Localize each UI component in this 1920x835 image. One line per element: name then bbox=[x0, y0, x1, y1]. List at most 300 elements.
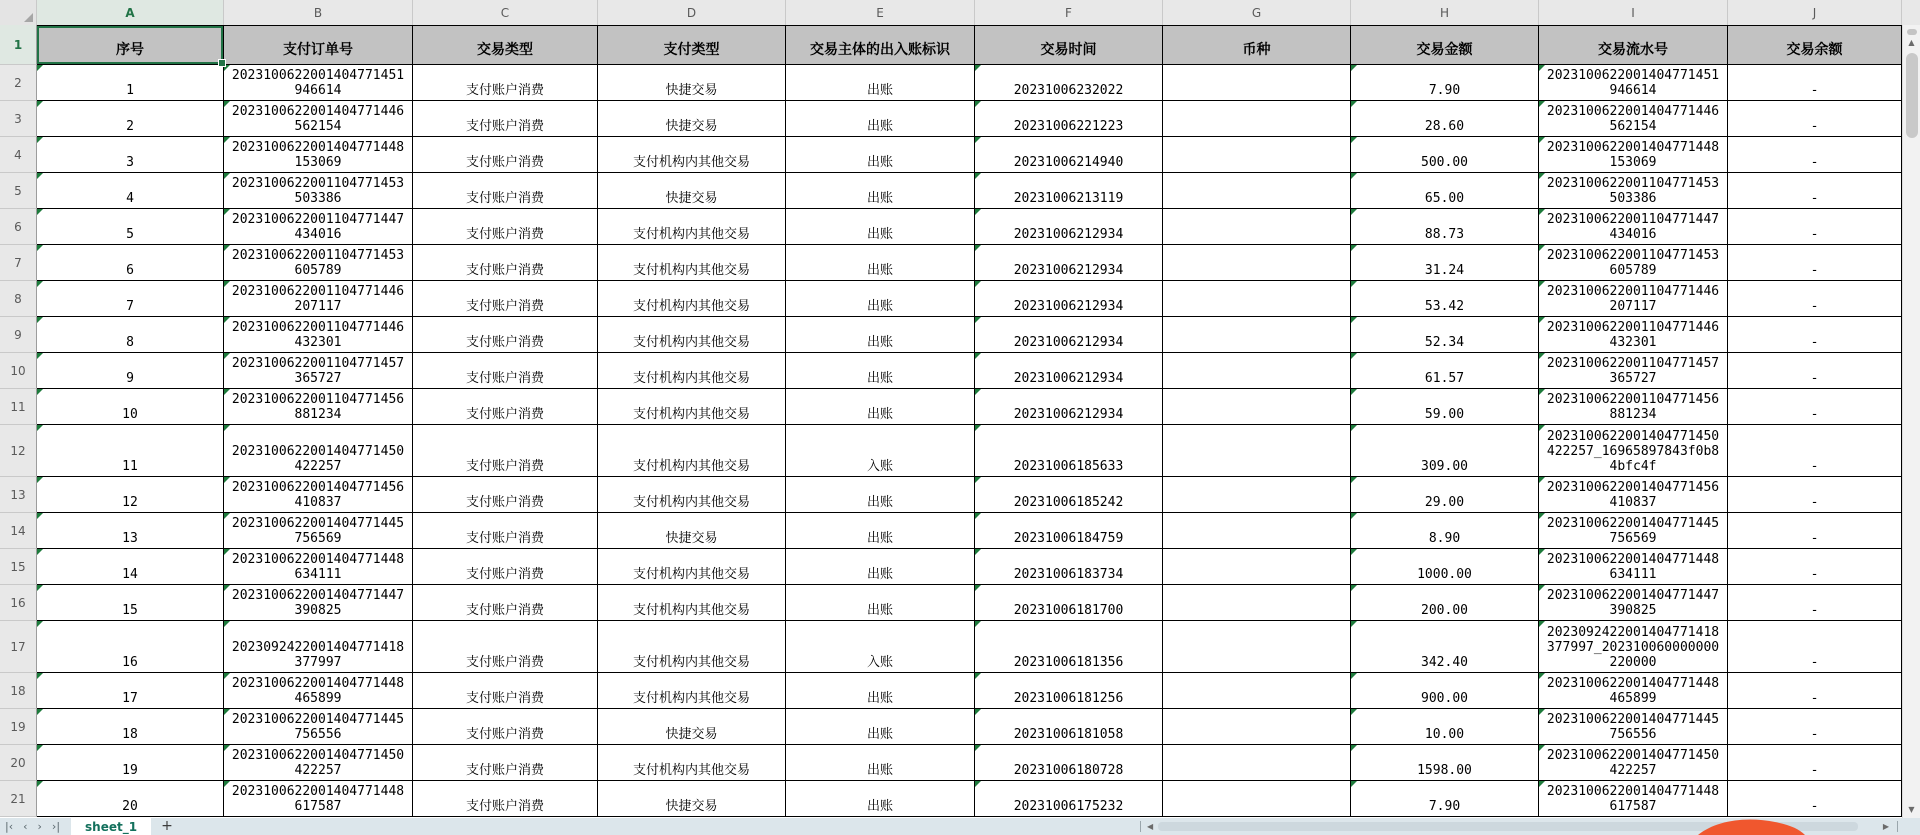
cell-balance[interactable] bbox=[1728, 281, 1902, 317]
row-number-20[interactable]: 20 bbox=[0, 745, 37, 781]
cell-serial-number[interactable] bbox=[1539, 137, 1728, 173]
cell-payment-type[interactable] bbox=[598, 245, 786, 281]
table-row bbox=[0, 173, 1902, 209]
cell-text: 出账 bbox=[866, 799, 893, 814]
cell-seq[interactable] bbox=[37, 209, 224, 245]
cell-seq[interactable] bbox=[37, 173, 224, 209]
cell-transaction-type[interactable] bbox=[413, 621, 598, 673]
cell-transaction-type[interactable] bbox=[413, 173, 598, 209]
cell-amount[interactable] bbox=[1351, 101, 1539, 137]
cell-direction[interactable] bbox=[786, 101, 975, 137]
stored-as-text-marker-icon bbox=[1351, 65, 1357, 71]
prev-sheet-icon[interactable]: ‹ bbox=[23, 820, 28, 833]
cell-serial-number[interactable] bbox=[1539, 477, 1728, 513]
cell-serial-number[interactable] bbox=[1539, 65, 1728, 101]
cell-payment-type[interactable] bbox=[598, 137, 786, 173]
cell-amount[interactable] bbox=[1351, 245, 1539, 281]
cell-seq[interactable] bbox=[37, 425, 224, 477]
cell-balance[interactable] bbox=[1728, 101, 1902, 137]
cell-serial-number[interactable] bbox=[1539, 101, 1728, 137]
cell-transaction-type[interactable] bbox=[413, 477, 598, 513]
cell-balance[interactable] bbox=[1728, 173, 1902, 209]
cell-seq[interactable] bbox=[37, 745, 224, 781]
cell-balance[interactable] bbox=[1728, 513, 1902, 549]
stored-as-text-marker-icon bbox=[975, 137, 981, 143]
cell-transaction-type[interactable] bbox=[413, 781, 598, 817]
column-letter-D[interactable]: D bbox=[598, 0, 786, 25]
cell-order-number[interactable] bbox=[224, 709, 413, 745]
wps-logo-swoosh[interactable] bbox=[1695, 816, 1807, 835]
row-number-15[interactable]: 15 bbox=[0, 549, 37, 585]
cell-text: 61.57 bbox=[1424, 371, 1465, 386]
header-cell-J[interactable] bbox=[1728, 25, 1902, 65]
cell-balance[interactable] bbox=[1728, 65, 1902, 101]
cell-currency[interactable] bbox=[1163, 245, 1351, 281]
cell-direction[interactable] bbox=[786, 621, 975, 673]
column-letter-I[interactable]: I bbox=[1539, 0, 1728, 25]
stored-as-text-marker-icon bbox=[37, 745, 43, 751]
cell-order-number[interactable] bbox=[224, 65, 413, 101]
cell-serial-number[interactable] bbox=[1539, 709, 1728, 745]
cell-transaction-type[interactable] bbox=[413, 425, 598, 477]
cell-order-number[interactable] bbox=[224, 389, 413, 425]
cell-amount[interactable] bbox=[1351, 781, 1539, 817]
cell-time[interactable] bbox=[975, 209, 1163, 245]
cell-serial-number[interactable] bbox=[1539, 745, 1728, 781]
header-cell-D[interactable] bbox=[598, 25, 786, 65]
cell-direction[interactable] bbox=[786, 477, 975, 513]
cell-payment-type[interactable] bbox=[598, 209, 786, 245]
row-number-16[interactable]: 16 bbox=[0, 585, 37, 621]
cell-serial-number[interactable] bbox=[1539, 317, 1728, 353]
cell-serial-number[interactable] bbox=[1539, 209, 1728, 245]
row-number-8[interactable]: 8 bbox=[0, 281, 37, 317]
cell-text: - bbox=[1810, 191, 1819, 206]
stored-as-text-marker-icon bbox=[1539, 209, 1545, 215]
last-sheet-icon[interactable]: ›| bbox=[51, 820, 61, 833]
cell-order-number[interactable] bbox=[224, 549, 413, 585]
cell-currency[interactable] bbox=[1163, 353, 1351, 389]
cell-direction[interactable] bbox=[786, 317, 975, 353]
cell-balance[interactable] bbox=[1728, 317, 1902, 353]
cell-balance[interactable] bbox=[1728, 389, 1902, 425]
row-number-14[interactable]: 14 bbox=[0, 513, 37, 549]
cell-currency[interactable] bbox=[1163, 209, 1351, 245]
cell-text: 7.90 bbox=[1428, 799, 1461, 814]
cell-currency[interactable] bbox=[1163, 137, 1351, 173]
scroll-up-icon[interactable]: ▲ bbox=[1908, 38, 1915, 47]
cell-direction[interactable] bbox=[786, 353, 975, 389]
cell-payment-type[interactable] bbox=[598, 353, 786, 389]
column-letter-J[interactable]: J bbox=[1728, 0, 1902, 25]
cell-amount[interactable] bbox=[1351, 317, 1539, 353]
cell-currency[interactable] bbox=[1163, 65, 1351, 101]
cell-amount[interactable] bbox=[1351, 745, 1539, 781]
row-number-3[interactable]: 3 bbox=[0, 101, 37, 137]
stored-as-text-marker-icon bbox=[1539, 781, 1545, 787]
row-number-21[interactable]: 21 bbox=[0, 781, 37, 817]
scroll-down-icon[interactable]: ▼ bbox=[1908, 805, 1915, 814]
cell-transaction-type[interactable] bbox=[413, 101, 598, 137]
cell-direction[interactable] bbox=[786, 745, 975, 781]
scroll-left-icon[interactable]: ◀ bbox=[1147, 822, 1154, 831]
cell-time[interactable] bbox=[975, 101, 1163, 137]
cell-payment-type[interactable] bbox=[598, 549, 786, 585]
cell-text-line: 2023100622001404771447 bbox=[231, 588, 405, 603]
cell-payment-type[interactable] bbox=[598, 709, 786, 745]
cell-order-number[interactable] bbox=[224, 173, 413, 209]
cell-text-line: 153069 bbox=[1609, 155, 1657, 170]
header-cell-G[interactable] bbox=[1163, 25, 1351, 65]
cell-time[interactable] bbox=[975, 621, 1163, 673]
header-cell-F[interactable] bbox=[975, 25, 1163, 65]
cell-balance[interactable] bbox=[1728, 585, 1902, 621]
cell-payment-type[interactable] bbox=[598, 173, 786, 209]
cell-time[interactable] bbox=[975, 425, 1163, 477]
cell-time[interactable] bbox=[975, 673, 1163, 709]
cell-direction[interactable] bbox=[786, 781, 975, 817]
vertical-scrollbar-thumb[interactable] bbox=[1906, 53, 1918, 138]
cell-transaction-type[interactable] bbox=[413, 353, 598, 389]
column-letter-A[interactable]: A bbox=[37, 0, 224, 25]
cell-order-number[interactable] bbox=[224, 353, 413, 389]
cell-seq[interactable] bbox=[37, 621, 224, 673]
cell-balance[interactable] bbox=[1728, 745, 1902, 781]
column-letter-F[interactable]: F bbox=[975, 0, 1163, 25]
cell-balance[interactable] bbox=[1728, 549, 1902, 585]
next-sheet-icon[interactable]: › bbox=[37, 820, 42, 833]
cell-transaction-type[interactable] bbox=[413, 281, 598, 317]
add-sheet-button[interactable]: + bbox=[161, 818, 173, 834]
cell-order-number[interactable] bbox=[224, 585, 413, 621]
cell-amount[interactable] bbox=[1351, 425, 1539, 477]
cell-order-number[interactable] bbox=[224, 781, 413, 817]
cell-payment-type[interactable] bbox=[598, 673, 786, 709]
cell-text-line: 2023100622001404771451 bbox=[1546, 68, 1720, 83]
cell-text: - bbox=[1810, 119, 1819, 134]
cell-amount[interactable] bbox=[1351, 513, 1539, 549]
cell-direction[interactable] bbox=[786, 585, 975, 621]
cell-seq[interactable] bbox=[37, 709, 224, 745]
fill-handle[interactable] bbox=[218, 59, 226, 67]
cell-payment-type[interactable] bbox=[598, 389, 786, 425]
cell-seq[interactable] bbox=[37, 389, 224, 425]
column-letter-E[interactable]: E bbox=[786, 0, 975, 25]
cell-transaction-type[interactable] bbox=[413, 137, 598, 173]
cell-text: 出账 bbox=[866, 191, 893, 206]
cell-serial-number[interactable] bbox=[1539, 245, 1728, 281]
stored-as-text-marker-icon bbox=[1539, 549, 1545, 555]
cell-serial-number[interactable] bbox=[1539, 281, 1728, 317]
cell-currency[interactable] bbox=[1163, 513, 1351, 549]
cell-payment-type[interactable] bbox=[598, 65, 786, 101]
row-number-10[interactable]: 10 bbox=[0, 353, 37, 389]
vertical-scrollbar[interactable] bbox=[1902, 25, 1920, 818]
cell-currency[interactable] bbox=[1163, 281, 1351, 317]
cell-amount[interactable] bbox=[1351, 281, 1539, 317]
column-letter-H[interactable]: H bbox=[1351, 0, 1539, 25]
cell-balance[interactable] bbox=[1728, 621, 1902, 673]
stored-as-text-marker-icon bbox=[1351, 101, 1357, 107]
cell-text-line: 2023100622001404771448 bbox=[231, 784, 405, 799]
cell-time[interactable] bbox=[975, 317, 1163, 353]
cell-transaction-type[interactable] bbox=[413, 209, 598, 245]
header-cell-A[interactable] bbox=[37, 25, 224, 65]
cell-seq[interactable] bbox=[37, 549, 224, 585]
header-cell-H[interactable] bbox=[1351, 25, 1539, 65]
cell-currency[interactable] bbox=[1163, 781, 1351, 817]
cell-payment-type[interactable] bbox=[598, 781, 786, 817]
cell-balance[interactable] bbox=[1728, 137, 1902, 173]
cell-payment-type[interactable] bbox=[598, 425, 786, 477]
cell-serial-number[interactable] bbox=[1539, 549, 1728, 585]
cell-time[interactable] bbox=[975, 513, 1163, 549]
cell-seq[interactable] bbox=[37, 317, 224, 353]
cell-serial-number[interactable] bbox=[1539, 513, 1728, 549]
cell-order-number[interactable] bbox=[224, 209, 413, 245]
cell-balance[interactable] bbox=[1728, 709, 1902, 745]
cell-time[interactable] bbox=[975, 65, 1163, 101]
cell-balance[interactable] bbox=[1728, 425, 1902, 477]
cell-direction[interactable] bbox=[786, 389, 975, 425]
stored-as-text-marker-icon bbox=[1539, 621, 1545, 627]
cell-text: 支付机构内其他交易 bbox=[632, 655, 750, 670]
header-cell-E[interactable] bbox=[786, 25, 975, 65]
cell-amount[interactable] bbox=[1351, 549, 1539, 585]
cell-transaction-type[interactable] bbox=[413, 549, 598, 585]
cell-seq[interactable] bbox=[37, 673, 224, 709]
cell-amount[interactable] bbox=[1351, 173, 1539, 209]
cell-currency[interactable] bbox=[1163, 425, 1351, 477]
grid-body bbox=[0, 25, 1902, 818]
row-number-1[interactable]: 1 bbox=[0, 25, 37, 65]
cell-serial-number[interactable] bbox=[1539, 781, 1728, 817]
cell-serial-number[interactable] bbox=[1539, 353, 1728, 389]
cell-time[interactable] bbox=[975, 281, 1163, 317]
column-letter-B[interactable]: B bbox=[224, 0, 413, 25]
cell-currency[interactable] bbox=[1163, 173, 1351, 209]
header-cell-C[interactable] bbox=[413, 25, 598, 65]
cell-text: 20231006175232 bbox=[1013, 799, 1124, 814]
cell-seq[interactable] bbox=[37, 101, 224, 137]
cell-balance[interactable] bbox=[1728, 781, 1902, 817]
cell-serial-number[interactable] bbox=[1539, 173, 1728, 209]
cell-currency[interactable] bbox=[1163, 317, 1351, 353]
row-number-18[interactable]: 18 bbox=[0, 673, 37, 709]
cell-amount[interactable] bbox=[1351, 65, 1539, 101]
cell-serial-number[interactable] bbox=[1539, 425, 1728, 477]
cell-balance[interactable] bbox=[1728, 673, 1902, 709]
cell-transaction-type[interactable] bbox=[413, 585, 598, 621]
cell-seq[interactable] bbox=[37, 245, 224, 281]
cell-direction[interactable] bbox=[786, 513, 975, 549]
cell-seq[interactable] bbox=[37, 137, 224, 173]
cell-order-number[interactable] bbox=[224, 745, 413, 781]
cell-text-line: 503386 bbox=[1609, 191, 1657, 206]
cell-transaction-type[interactable] bbox=[413, 709, 598, 745]
cell-balance[interactable] bbox=[1728, 245, 1902, 281]
cell-transaction-type[interactable] bbox=[413, 513, 598, 549]
column-letter-G[interactable]: G bbox=[1163, 0, 1351, 25]
cell-direction[interactable] bbox=[786, 549, 975, 585]
row-number-9[interactable]: 9 bbox=[0, 317, 37, 353]
row-number-4[interactable]: 4 bbox=[0, 137, 37, 173]
stored-as-text-marker-icon bbox=[975, 65, 981, 71]
cell-time[interactable] bbox=[975, 585, 1163, 621]
cell-order-number[interactable] bbox=[224, 317, 413, 353]
cell-seq[interactable] bbox=[37, 353, 224, 389]
stored-as-text-marker-icon bbox=[224, 781, 230, 787]
header-cell-I[interactable] bbox=[1539, 25, 1728, 65]
cell-currency[interactable] bbox=[1163, 477, 1351, 513]
row-number-11[interactable]: 11 bbox=[0, 389, 37, 425]
cell-seq[interactable] bbox=[37, 585, 224, 621]
cell-time[interactable] bbox=[975, 709, 1163, 745]
cell-payment-type[interactable] bbox=[598, 745, 786, 781]
cell-direction[interactable] bbox=[786, 65, 975, 101]
cell-time[interactable] bbox=[975, 389, 1163, 425]
header-cell-B[interactable] bbox=[224, 25, 413, 65]
cell-order-number[interactable] bbox=[224, 137, 413, 173]
cell-time[interactable] bbox=[975, 549, 1163, 585]
cell-direction[interactable] bbox=[786, 209, 975, 245]
cell-seq[interactable] bbox=[37, 65, 224, 101]
cell-payment-type[interactable] bbox=[598, 477, 786, 513]
column-letter-C[interactable]: C bbox=[413, 0, 598, 25]
cell-text: 342.40 bbox=[1421, 655, 1468, 670]
cell-direction[interactable] bbox=[786, 281, 975, 317]
cell-order-number[interactable] bbox=[224, 477, 413, 513]
cell-currency[interactable] bbox=[1163, 389, 1351, 425]
row-number-7[interactable]: 7 bbox=[0, 245, 37, 281]
cell-time[interactable] bbox=[975, 745, 1163, 781]
cell-order-number[interactable] bbox=[224, 673, 413, 709]
cell-text-line: 2023100622001404771448 bbox=[1546, 784, 1720, 799]
cell-text: 出账 bbox=[866, 603, 893, 618]
cell-currency[interactable] bbox=[1163, 585, 1351, 621]
cell-currency[interactable] bbox=[1163, 101, 1351, 137]
cell-direction[interactable] bbox=[786, 425, 975, 477]
row-number-2[interactable]: 2 bbox=[0, 65, 37, 101]
stored-as-text-marker-icon bbox=[975, 389, 981, 395]
cell-payment-type[interactable] bbox=[598, 585, 786, 621]
cell-time[interactable] bbox=[975, 245, 1163, 281]
row-number-17[interactable]: 17 bbox=[0, 621, 37, 673]
header-label: 支付类型 bbox=[663, 42, 720, 58]
cell-text: 8.90 bbox=[1428, 531, 1461, 546]
stored-as-text-marker-icon bbox=[37, 477, 43, 483]
split-handle[interactable] bbox=[1907, 29, 1917, 35]
cell-transaction-type[interactable] bbox=[413, 65, 598, 101]
cell-text: - bbox=[1810, 459, 1819, 474]
cell-direction[interactable] bbox=[786, 137, 975, 173]
cell-payment-type[interactable] bbox=[598, 317, 786, 353]
cell-order-number[interactable] bbox=[224, 281, 413, 317]
cell-text-line: 365727 bbox=[1609, 371, 1657, 386]
cell-text-line: 2023100622001104771446 bbox=[1546, 284, 1720, 299]
cell-transaction-type[interactable] bbox=[413, 245, 598, 281]
cell-time[interactable] bbox=[975, 173, 1163, 209]
scroll-right-icon[interactable]: ▶ bbox=[1882, 822, 1889, 831]
cell-amount[interactable] bbox=[1351, 673, 1539, 709]
cell-text: 支付账户消费 bbox=[465, 119, 544, 134]
cell-balance[interactable] bbox=[1728, 353, 1902, 389]
cell-text-line: 617587 bbox=[294, 799, 342, 814]
cell-order-number[interactable] bbox=[224, 101, 413, 137]
cell-amount[interactable] bbox=[1351, 389, 1539, 425]
cell-amount[interactable] bbox=[1351, 477, 1539, 513]
cell-transaction-type[interactable] bbox=[413, 745, 598, 781]
cell-currency[interactable] bbox=[1163, 673, 1351, 709]
cell-amount[interactable] bbox=[1351, 209, 1539, 245]
cell-direction[interactable] bbox=[786, 245, 975, 281]
first-sheet-icon[interactable]: |‹ bbox=[5, 820, 14, 833]
cell-payment-type[interactable] bbox=[598, 101, 786, 137]
cell-amount[interactable] bbox=[1351, 621, 1539, 673]
row-number-12[interactable]: 12 bbox=[0, 425, 37, 477]
cell-serial-number[interactable] bbox=[1539, 389, 1728, 425]
sheet-tab-active[interactable]: sheet_1 bbox=[71, 818, 151, 835]
cell-time[interactable] bbox=[975, 353, 1163, 389]
cell-payment-type[interactable] bbox=[598, 281, 786, 317]
cell-order-number[interactable] bbox=[224, 425, 413, 477]
cell-amount[interactable] bbox=[1351, 585, 1539, 621]
cell-serial-number[interactable] bbox=[1539, 673, 1728, 709]
cell-amount[interactable] bbox=[1351, 709, 1539, 745]
cell-currency[interactable] bbox=[1163, 709, 1351, 745]
cell-amount[interactable] bbox=[1351, 137, 1539, 173]
cell-currency[interactable] bbox=[1163, 745, 1351, 781]
cell-seq[interactable] bbox=[37, 477, 224, 513]
cell-time[interactable] bbox=[975, 781, 1163, 817]
cell-serial-number[interactable] bbox=[1539, 585, 1728, 621]
cell-text-line: 4bfc4f bbox=[1609, 459, 1657, 474]
cell-transaction-type[interactable] bbox=[413, 673, 598, 709]
row-number-13[interactable]: 13 bbox=[0, 477, 37, 513]
cell-seq[interactable] bbox=[37, 513, 224, 549]
cell-payment-type[interactable] bbox=[598, 513, 786, 549]
cell-currency[interactable] bbox=[1163, 549, 1351, 585]
cell-transaction-type[interactable] bbox=[413, 317, 598, 353]
cell-text-line: 2023100622001104771456 bbox=[231, 392, 405, 407]
row-number-5[interactable]: 5 bbox=[0, 173, 37, 209]
row-number-6[interactable]: 6 bbox=[0, 209, 37, 245]
cell-text: - bbox=[1810, 531, 1819, 546]
cell-direction[interactable] bbox=[786, 173, 975, 209]
row-number-19[interactable]: 19 bbox=[0, 709, 37, 745]
cell-payment-type[interactable] bbox=[598, 621, 786, 673]
header-label: 交易类型 bbox=[477, 42, 533, 58]
cell-seq[interactable] bbox=[37, 781, 224, 817]
cell-direction[interactable] bbox=[786, 673, 975, 709]
cell-direction[interactable] bbox=[786, 709, 975, 745]
cell-time[interactable] bbox=[975, 137, 1163, 173]
cell-balance[interactable] bbox=[1728, 209, 1902, 245]
select-all-corner[interactable] bbox=[0, 0, 37, 25]
cell-serial-number[interactable] bbox=[1539, 621, 1728, 673]
cell-transaction-type[interactable] bbox=[413, 389, 598, 425]
cell-order-number[interactable] bbox=[224, 513, 413, 549]
cell-seq[interactable] bbox=[37, 281, 224, 317]
cell-balance[interactable] bbox=[1728, 477, 1902, 513]
cell-order-number[interactable] bbox=[224, 621, 413, 673]
cell-time[interactable] bbox=[975, 477, 1163, 513]
cell-text: 20231006212934 bbox=[1013, 371, 1124, 386]
cell-currency[interactable] bbox=[1163, 621, 1351, 673]
cell-order-number[interactable] bbox=[224, 245, 413, 281]
cell-amount[interactable] bbox=[1351, 353, 1539, 389]
cell-text-line: 2023100622001104771456 bbox=[1546, 392, 1720, 407]
